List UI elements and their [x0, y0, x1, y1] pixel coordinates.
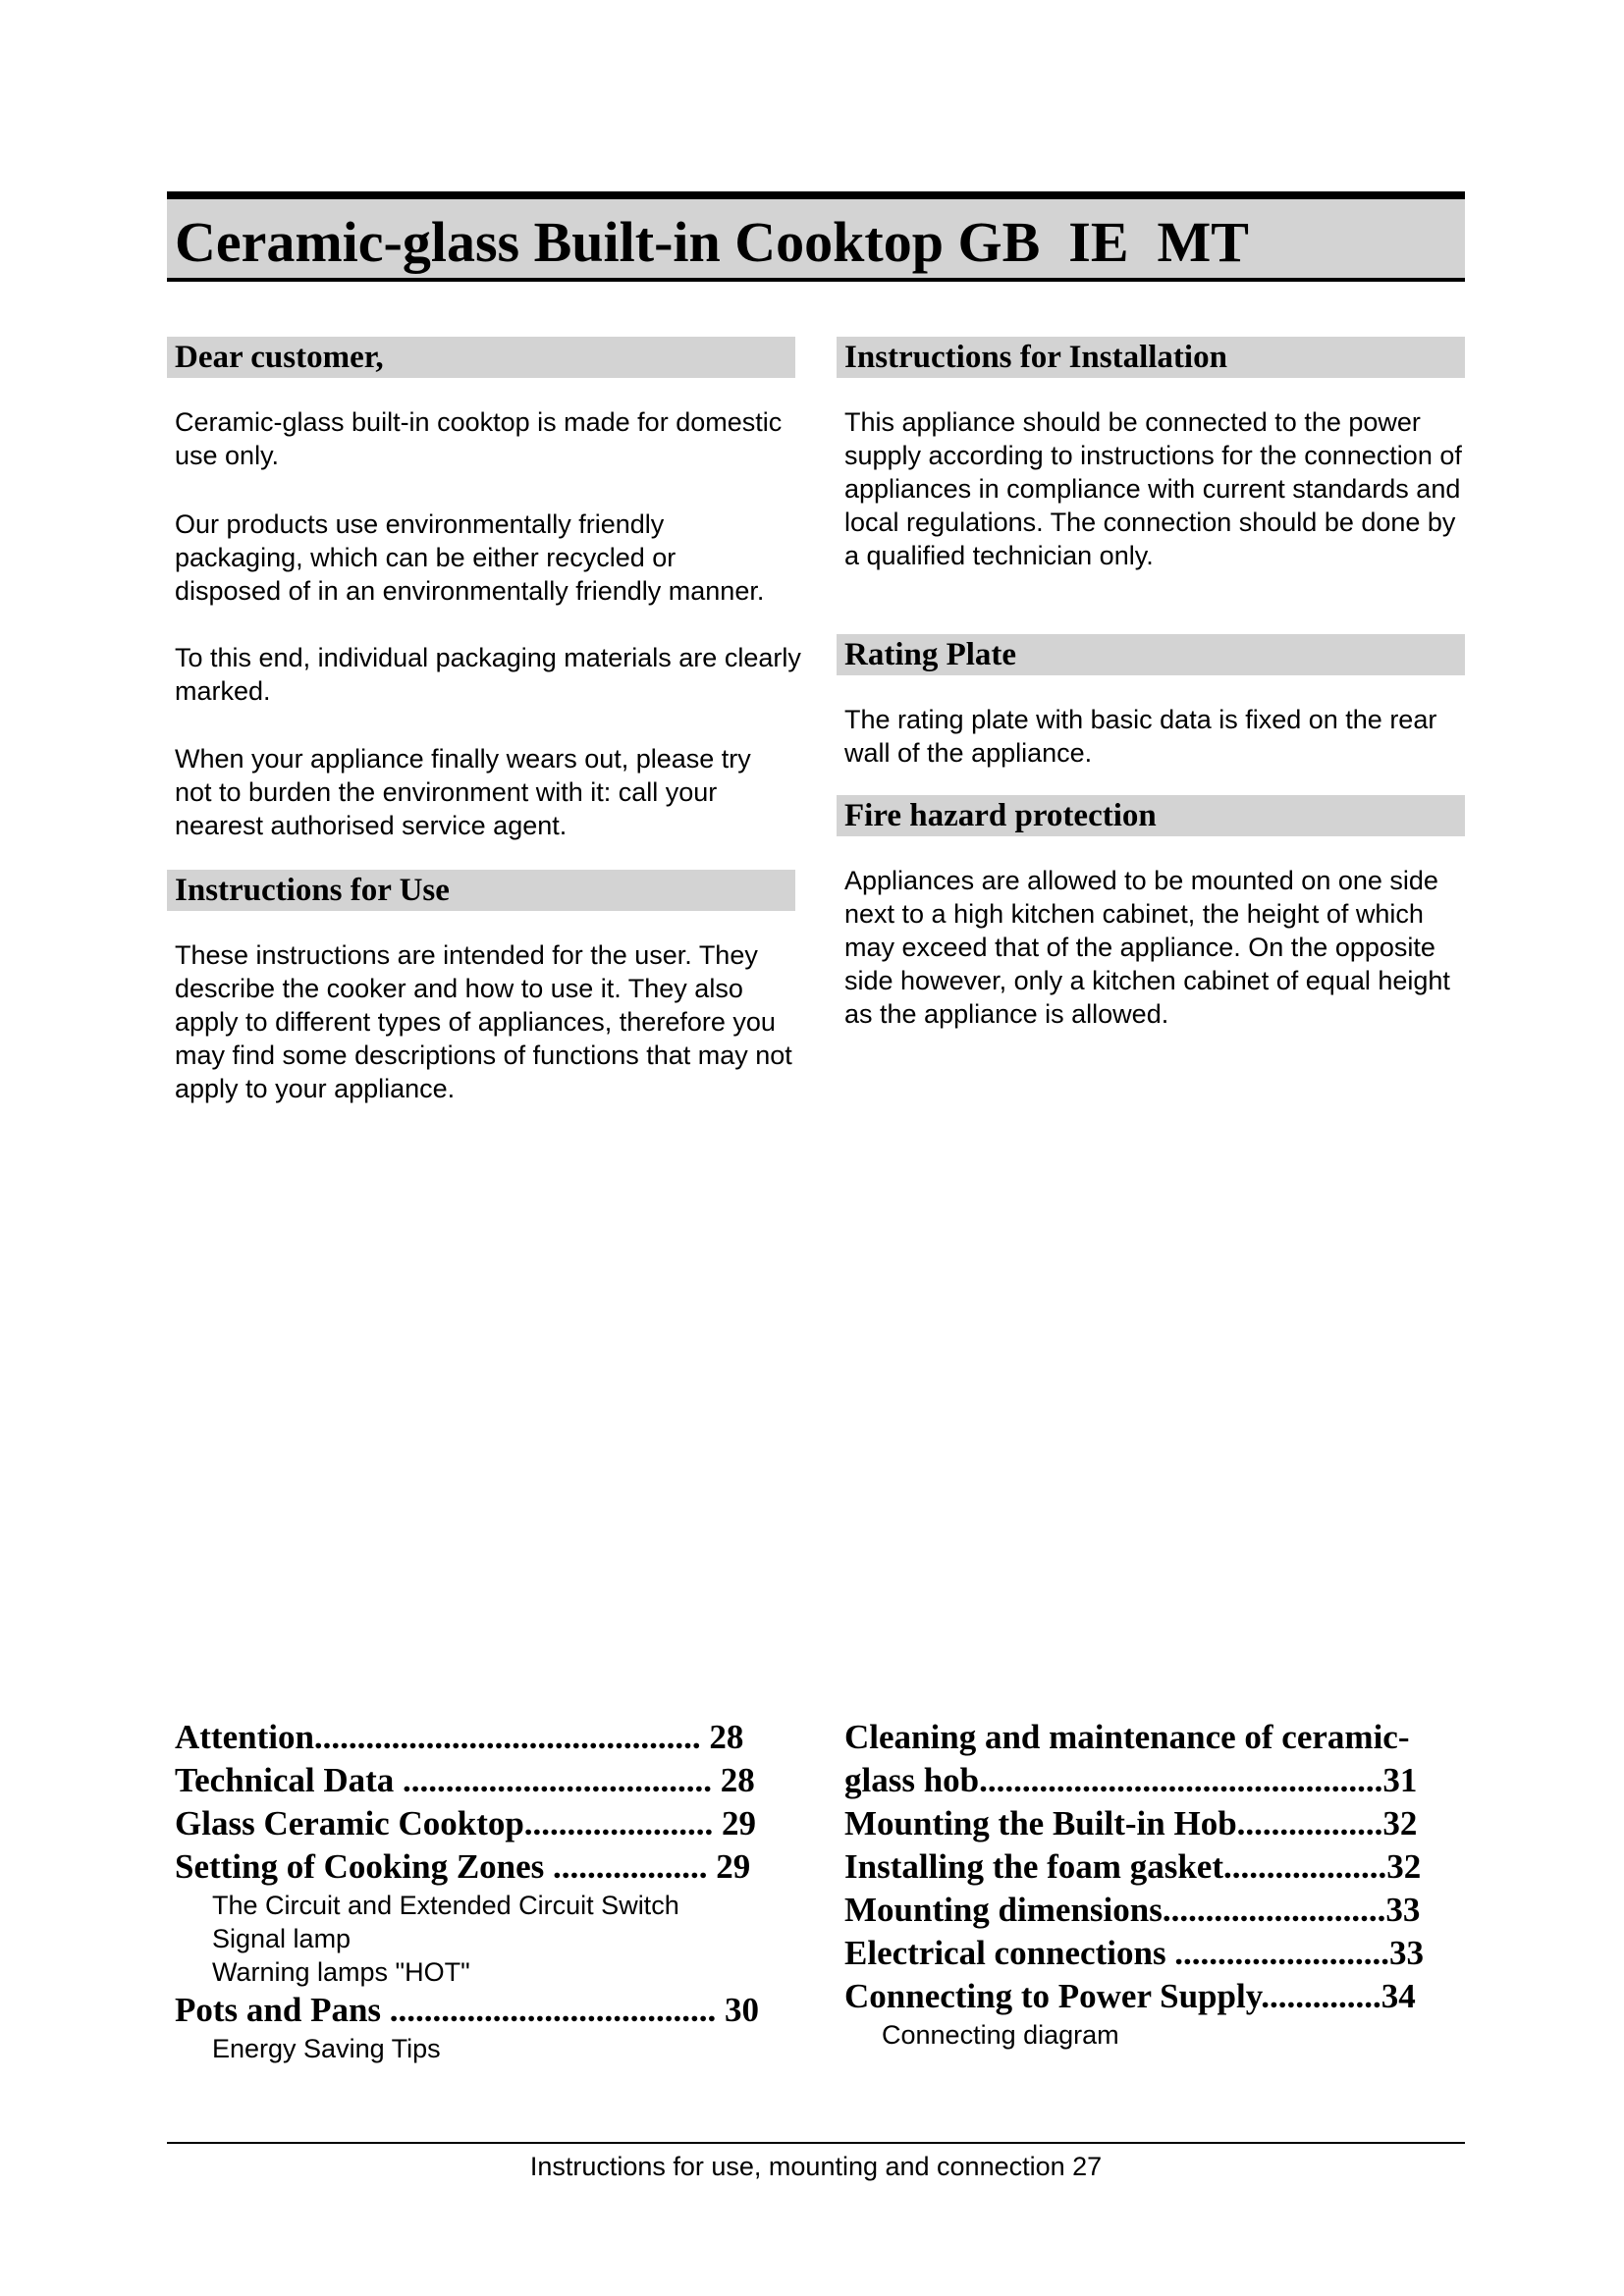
toc-subitem-signal-lamp[interactable]: Signal lamp [212, 1924, 352, 1953]
page-footer: Instructions for use, mounting and connection 27 [529, 2152, 1103, 2181]
toc-item-electrical[interactable]: Electrical connections .........................33 [844, 1934, 1425, 1972]
para-fire-hazard: Appliances are allowed to be mounted on one side next to a high kitchen cabinet, the height of which may exceed that of the appliance. On the opposite side however, only a kitchen cabinet of equal height as the appliance is allowed. [844, 866, 1450, 1029]
title-banner [167, 191, 1465, 282]
para-instructions-use: These instructions are intended for the user. They describe the cooker and how to use it. They also apply to different types of appliances, therefore you may find some descriptions of functions that may not apply to your appliance. [175, 940, 792, 1103]
para-packaging: Our products use environmentally friendly packaging, which can be either recycled or disposed of in an environmentally friendly manner. [175, 509, 765, 606]
toc-item-cleaning-line2: glass hob...............................................31 [844, 1761, 1418, 1799]
toc-item-connecting-power[interactable]: Connecting to Power Supply..............34 [844, 1977, 1416, 2015]
toc-subitem-connecting-diagram[interactable]: Connecting diagram [882, 2020, 1119, 2050]
para-rating-plate: The rating plate with basic data is fixed on the rear wall of the appliance. [844, 705, 1437, 768]
toc-subitem-warning-lamps[interactable]: Warning lamps "HOT" [212, 1957, 470, 1987]
toc-item-pots-pans[interactable]: Pots and Pans ...................................... 30 [175, 1991, 760, 2029]
heading-rating-plate: Rating Plate [837, 634, 1465, 675]
heading-dear-customer: Dear customer, [167, 337, 795, 378]
toc-right [844, 1716, 1473, 2052]
toc-item-setting-zones[interactable]: Setting of Cooking Zones .................. 29 [175, 1847, 751, 1886]
heading-installation: Instructions for Installation [837, 337, 1465, 378]
footer-divider [167, 2142, 1465, 2144]
toc-item-cleaning[interactable] [844, 1716, 1473, 1802]
heading-instructions-use: Instructions for Use [167, 870, 795, 911]
toc-item-technical-data[interactable]: Technical Data .................................... 28 [175, 1761, 755, 1799]
toc-item-foam-gasket[interactable]: Installing the foam gasket...................32 [844, 1847, 1422, 1886]
toc-item-cleaning-line1: Cleaning and maintenance of ceramic- [844, 1718, 1410, 1756]
toc-item-mounting-dimensions[interactable]: Mounting dimensions..........................33 [844, 1891, 1421, 1929]
toc-subitem-circuit-switch[interactable]: The Circuit and Extended Circuit Switch [212, 1891, 679, 1920]
para-domestic-use: Ceramic-glass built-in cooktop is made for domestic use only. [175, 407, 783, 470]
para-materials-marked: To this end, individual packaging materials are clearly marked. [175, 643, 801, 706]
heading-fire-hazard: Fire hazard protection [837, 795, 1465, 836]
para-wears-out: When your appliance finally wears out, please try not to burden the environment with it: call your nearest authorised service agent. [175, 744, 751, 840]
toc-left [175, 1716, 803, 2065]
para-installation: This appliance should be connected to the power supply according to instructions for the connection of appliances in compliance with current standards and local regulations. The connection should be done by a qualified technician only. [844, 407, 1462, 570]
toc-item-attention[interactable]: Attention............................................. 28 [175, 1718, 744, 1756]
toc-item-glass-ceramic[interactable]: Glass Ceramic Cooktop...................... 29 [175, 1804, 757, 1842]
toc-subitem-energy-tips[interactable]: Energy Saving Tips [212, 2034, 441, 2063]
toc-item-mounting-hob[interactable]: Mounting the Built-in Hob.................32 [844, 1804, 1418, 1842]
page-title: Ceramic-glass Built-in Cooktop GB IE MT [175, 210, 1249, 274]
